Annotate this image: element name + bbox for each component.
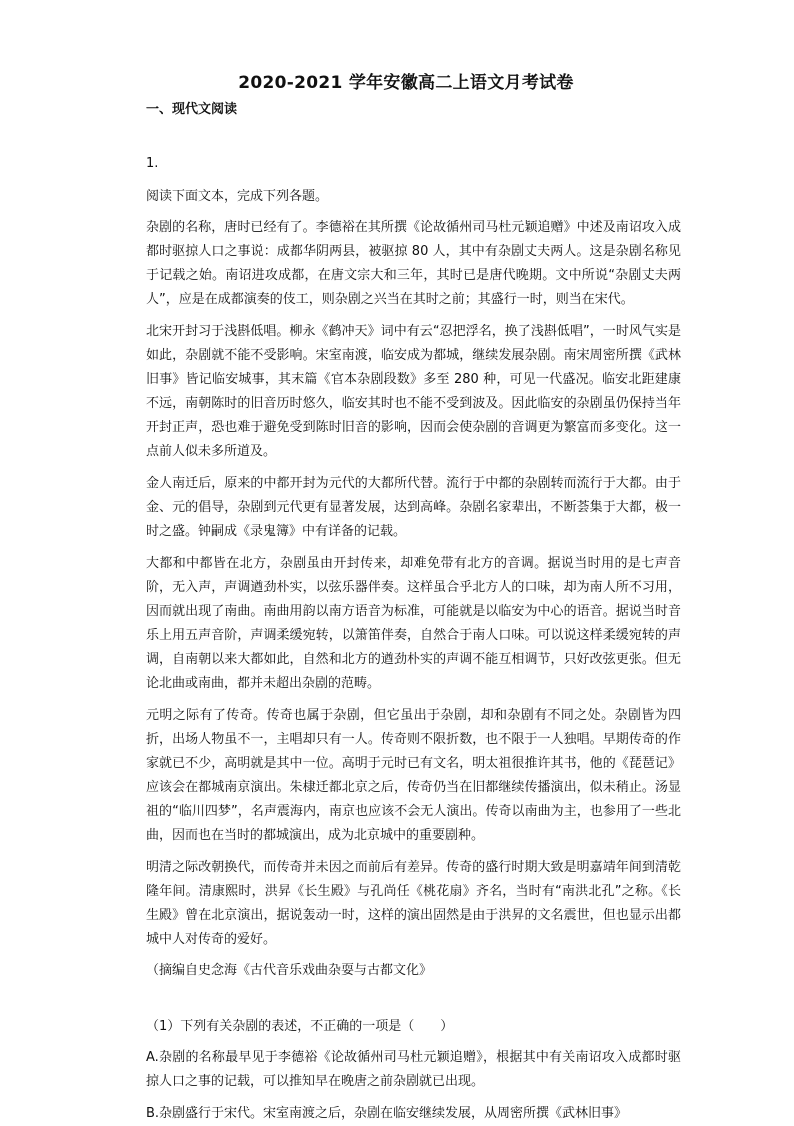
passage-source: （摘编自史念海《古代音乐戏曲杂耍与古都文化》 [146,963,433,978]
reading-passage [146,216,681,952]
answer-options [146,1046,681,1126]
section-heading: 一、现代文阅读 [146,102,238,117]
passage-paragraph: 大都和中都皆在北方，杂剧虽由开封传来，却难免带有北方的音调。据说当时用的是七声音阶，无入声，声调遒劲朴实，以弦乐器伴奏。这样虽合乎北方人的口味，却为南人所不习用，因而就出现了南曲。南曲用韵以南方语音为标准，可能就是以临安为中心的语音。据说当时音乐上用五声音阶，声调柔缓宛转，以箫笛伴奏，自然合于南人口味。可以说这样柔缓宛转的声调，自南朝以来大都如此，自然和北方的遒劲朴实的声调不能互相调节，只好改弦更张。但无论北曲或南曲，都并未超出杂剧的范畴。 [146,556,681,691]
passage-paragraph: 元明之际有了传奇。传奇也属于杂剧，但它虽出于杂剧，却和杂剧有不同之处。杂剧皆为四折，出场人物虽不一，主唱却只有一人。传奇则不限折数，也不限于一人独唱。早期传奇的作家就已不少，高明就是其中一位。高明于元时已有文名，明太祖很推许其书，他的《琵琶记》应该会在都城南京演出。朱棣迁都北京之后，传奇仍当在旧都继续传播演出，似未稍止。汤显祖的“临川四梦”，名声震海内，南京也应该不会无人演出。传奇以南曲为主，也参用了一些北曲，因而也在当时的都城演出，成为北京城中的重要剧种。 [146,708,681,843]
answer-option-a: A.杂剧的名称最早见于李德裕《论故循州司马杜元颖追赠》，根据其中有关南诏攻入成都时驱掠人口之事的记载，可以推知早在晚唐之前杂剧就已出现。 [146,1050,681,1089]
answer-option-b: B.杂剧盛行于宋代。宋室南渡之后，杂剧在临安继续发展，从周密所撰《武林旧事》 [146,1106,628,1121]
passage-paragraph: 明清之际改朝换代，而传奇并未因之而前后有差异。传奇的盛行时期大致是明嘉靖年间到清乾隆年间。清康熙时，洪昇《长生殿》与孔尚任《桃花扇》齐名，当时有“南洪北孔”之称。《长生殿》曾在北京演出，据说轰动一时，这样的演出固然是由于洪昇的文名震世，但也显示出都城中人对传奇的爱好。 [146,860,681,947]
reading-instructions: 阅读下面文本，完成下列各题。 [146,189,329,204]
passage-paragraph: 杂剧的名称，唐时已经有了。李德裕在其所撰《论故循州司马杜元颖追赠》中述及南诏攻入成都时驱掠人口之事说：成都华阴两县，被驱掠 80 人，其中有杂剧丈夫两人。这是杂剧名称见于记载之始。南诏进攻成都，在唐文宗大和三年，其时已是唐代晚期。文中所说“杂剧丈夫两人”，应是在成都演奏的伎工，则杂剧之兴当在其时之前；其盛行一时，则当在宋代。 [146,220,681,307]
document-title: 2020-2021 学年安徽高二上语文月考试卷 [238,73,574,93]
question-number: 1. [146,156,159,171]
passage-paragraph: 北宋开封习于浅斟低唱。柳永《鹤冲天》词中有云“忍把浮名，换了浅斟低唱”，一时风气实是如此，杂剧就不能不受影响。宋室南渡，临安成为都城，继续发展杂剧。南宋周密所撰《武林旧事》皆记临安城事，其末篇《官本杂剧段数》多至 280 种，可见一代盛况。临安北距建康不远，南朝陈时的旧音历时悠久，临安其时也不能不受到波及。因此临安的杂剧虽仍保持当年开封正声，恐也难于避免受到陈时旧音的影响，因而会使杂剧的音调更为繁富而多变化。这一点前人似未多所道及。 [146,324,681,459]
passage-paragraph: 金人南迁后，原来的中都开封为元代的大都所代替。流行于中都的杂剧转而流行于大都。由于金、元的倡导，杂剧到元代更有显著发展，达到高峰。杂剧名家辈出，不断荟集于大都，极一时之盛。钟嗣成《录鬼簿》中有详备的记载。 [146,476,681,539]
subquestion-1: （1）下列有关杂剧的表述，不正确的一项是（ ） [146,1019,454,1034]
